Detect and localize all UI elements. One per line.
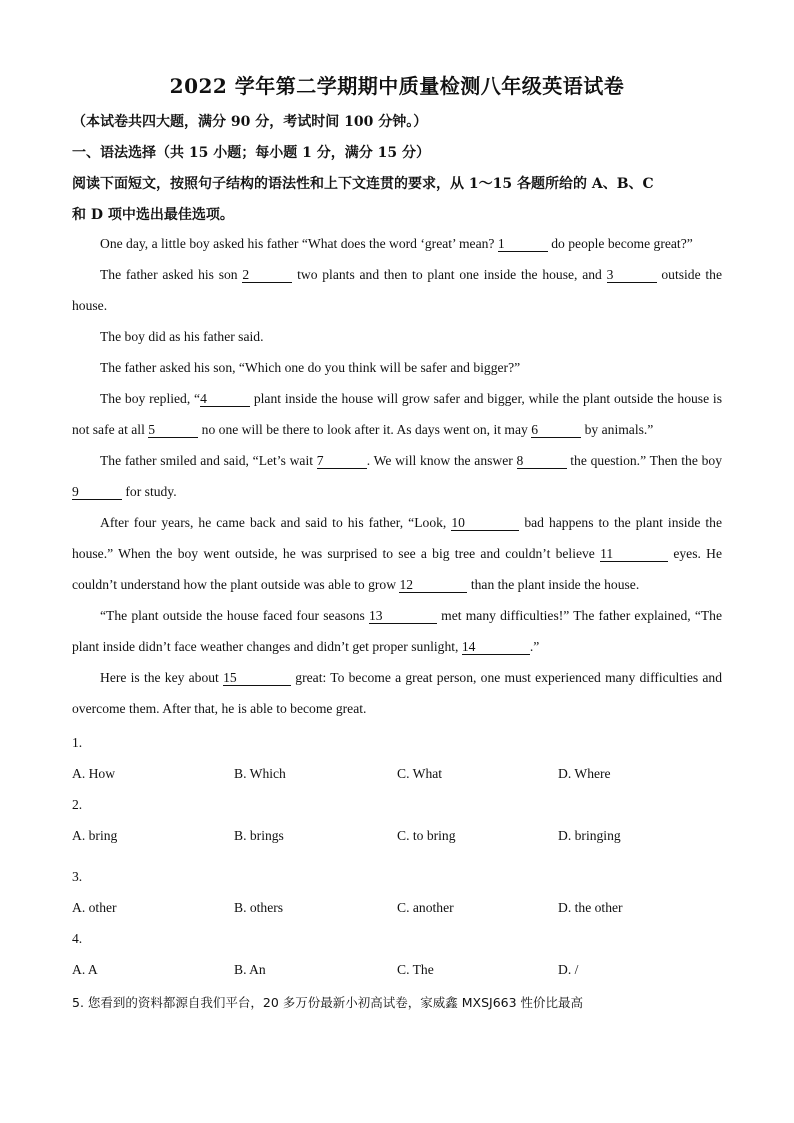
passage-paragraph [72, 507, 722, 600]
footer-ad-text: 5. 您看到的资料都源自我们平台，20 多万份最新小初高试卷，家威鑫 MXSJ663 性价比最高 [72, 995, 584, 1010]
answer-option: D. / [558, 962, 579, 977]
passage-text: One day, a little boy asked his father “What does the word ‘great’ mean? [100, 236, 498, 251]
passage-text: bad happens to the plant inside the house.” When the boy went outside, he was surprised to see a big tree and couldn’t believe [72, 515, 723, 561]
blank-9: 9 [72, 485, 122, 500]
passage-text: outside the house. [72, 267, 722, 313]
blank-8: 8 [517, 454, 567, 469]
blank-2: 2 [242, 268, 292, 283]
passage-text: “The plant outside the house faced four seasons [100, 608, 369, 623]
answer-option: D. Where [558, 766, 611, 781]
blank-10: 10 [451, 516, 519, 531]
passage-paragraph [72, 259, 722, 321]
blank-3: 3 [607, 268, 657, 283]
blank-15: 15 [223, 671, 291, 686]
passage-text: The father asked his son, “Which one do you think will be safer and bigger?” [100, 360, 521, 375]
passage-text: two plants and then to plant one inside the house, and [292, 267, 607, 282]
passage-paragraph [72, 352, 722, 383]
exam-note: （本试卷共四大题，满分 90 分，考试时间 100 分钟。） [72, 114, 428, 130]
answer-option: C. The [397, 962, 434, 977]
passage-text: Here is the key about [100, 670, 224, 685]
passage-paragraph [72, 662, 722, 724]
passage-text: The father asked his son [100, 267, 243, 282]
passage-text: The boy did as his father said. [100, 329, 264, 344]
answer-option: A. A [72, 962, 98, 977]
answer-option: C. to bring [397, 828, 456, 843]
passage-text: no one will be there to look after it. As days went on, it may [198, 422, 532, 437]
answer-option: A. bring [72, 828, 118, 843]
passage-paragraph [72, 383, 722, 445]
question-number: 3. [72, 869, 83, 884]
blank-13: 13 [369, 609, 437, 624]
blank-11: 11 [600, 547, 668, 562]
passage-text: by animals.” [581, 422, 654, 437]
blank-12: 12 [399, 578, 467, 593]
passage-text: than the plant inside the house. [467, 577, 640, 592]
passage-text: do people become great?” [547, 236, 693, 251]
blank-5: 5 [148, 423, 198, 438]
answer-option: B. Which [234, 766, 286, 781]
passage-text: .” [529, 639, 540, 654]
passage-text: . We will know the answer [366, 453, 517, 468]
passage-paragraph [72, 321, 722, 352]
answer-option: C. What [397, 766, 443, 781]
passage-text: great: To become a great person, one must experienced many difficulties and overcome them. After that, he is able to become great. [72, 670, 723, 716]
answer-option: A. How [72, 766, 116, 781]
passage-text: met many difficulties!” The father explained, “The plant inside didn’t face weather changes and didn’t get proper sunlight, [72, 608, 722, 654]
passage-paragraph [72, 228, 722, 259]
passage-text: After four years, he came back and said to his father, “Look, [100, 515, 452, 530]
question-number: 2. [72, 797, 83, 812]
answer-option: B. An [234, 962, 266, 977]
passage-text: the question.” Then the boy [566, 453, 722, 468]
answer-option: B. brings [234, 828, 284, 843]
answer-option: C. another [397, 900, 454, 915]
answer-option: A. other [72, 900, 117, 915]
answer-option: B. others [234, 900, 284, 915]
passage-text: for study. [122, 484, 177, 499]
blank-14: 14 [462, 640, 530, 655]
blank-1: 1 [498, 237, 548, 252]
blank-7: 7 [317, 454, 367, 469]
passage-text: The boy replied, “ [100, 391, 201, 406]
passage-paragraph [72, 600, 722, 662]
question-number: 1. [72, 735, 83, 750]
instructions-line-2: 和 D 项中选出最佳选项。 [72, 207, 234, 223]
blank-6: 6 [531, 423, 581, 438]
answer-option: D. the other [558, 900, 623, 915]
instructions-line-1: 阅读下面短文，按照句子结构的语法性和上下文连贯的要求，从 1～15 各题所给的 A、B、C [72, 176, 654, 192]
question-number: 4. [72, 931, 83, 946]
passage-text: The father smiled and said, “Let’s wait [100, 453, 317, 468]
answer-option: D. bringing [558, 828, 621, 843]
exam-title: 2022 学年第二学期期中质量检测八年级英语试卷 [169, 74, 625, 98]
passage-text: eyes. He couldn’t understand how the plant outside was able to grow [72, 546, 722, 592]
passage-paragraph [72, 445, 722, 507]
blank-4: 4 [200, 392, 250, 407]
section-heading: 一、语法选择（共 15 小题；每小题 1 分，满分 15 分） [72, 145, 430, 161]
passage-text: plant inside the house will grow safer and bigger, while the plant outside the house is not safe at all [72, 391, 722, 437]
passage [72, 228, 722, 724]
